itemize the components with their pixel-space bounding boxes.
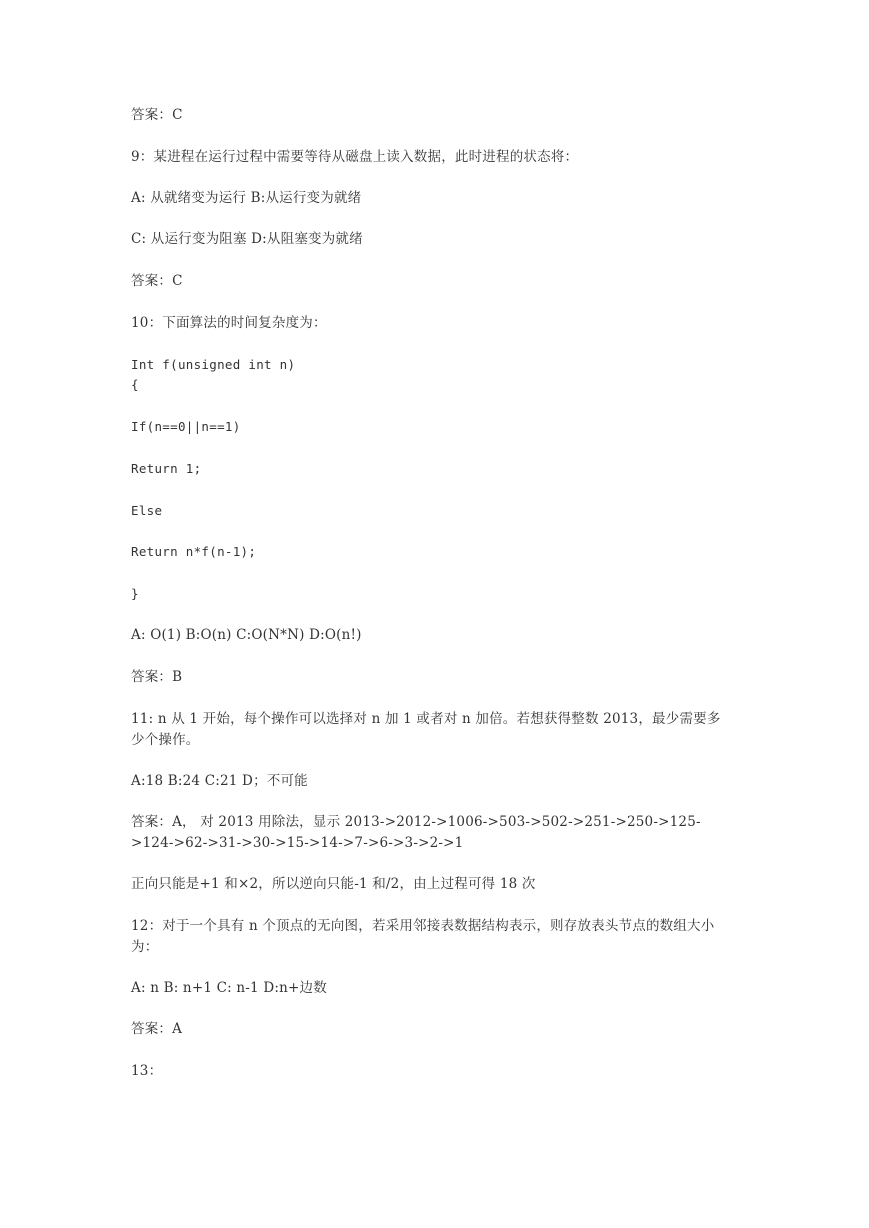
code-line-if: If(n==0||n==1) (131, 419, 241, 434)
question-9: 9：某进程在运行过程中需要等待从磁盘上读入数据，此时进程的状态将： (131, 149, 579, 165)
code-line-signature: Int f(unsigned int n) (131, 357, 296, 372)
answer-12: 答案：A (131, 1021, 183, 1037)
code-line-return-1: Return 1; (131, 461, 202, 476)
answer-11-explanation: 正向只能是+1 和×2，所以逆向只能-1 和/2，由上过程可得 18 次 (131, 876, 536, 892)
question-9-options-ab: A: 从就绪变为运行 B:从运行变为就绪 (131, 190, 362, 206)
question-12: 12：对于一个具有 n 个顶点的无向图，若采用邻接表数据结构表示，则存放表头节点的数组大小为： (131, 918, 715, 955)
answer-11: 答案：A， 对 2013 用除法，显示 2013->2012->1006->503->502->251->250->125->124->62->31->30->15->14->7->6->3->2->1 (131, 814, 701, 851)
question-13: 13： (131, 1063, 163, 1079)
answer-9: 答案：C (131, 273, 183, 289)
code-line-return-recursive: Return n*f(n-1); (131, 544, 257, 559)
code-line-close-brace: } (131, 586, 139, 601)
answer-10: 答案：B (131, 669, 183, 685)
answer-8: 答案：C (131, 107, 183, 123)
question-11: 11: n 从 1 开始，每个操作可以选择对 n 加 1 或者对 n 加倍。若想获得整数 2013，最少需要多少个操作。 (131, 711, 721, 748)
code-line-open-brace: { (131, 377, 139, 392)
code-line-else: Else (131, 503, 163, 518)
question-12-options: A: n B: n+1 C: n-1 D:n+边数 (131, 980, 327, 996)
question-10-options: A: O(1) B:O(n) C:O(N*N) D:O(n!) (131, 627, 362, 643)
question-9-options-cd: C: 从运行变为阻塞 D:从阻塞变为就绪 (131, 231, 363, 247)
question-10: 10：下面算法的时间复杂度为： (131, 315, 327, 331)
question-11-options: A:18 B:24 C:21 D；不可能 (131, 773, 308, 789)
